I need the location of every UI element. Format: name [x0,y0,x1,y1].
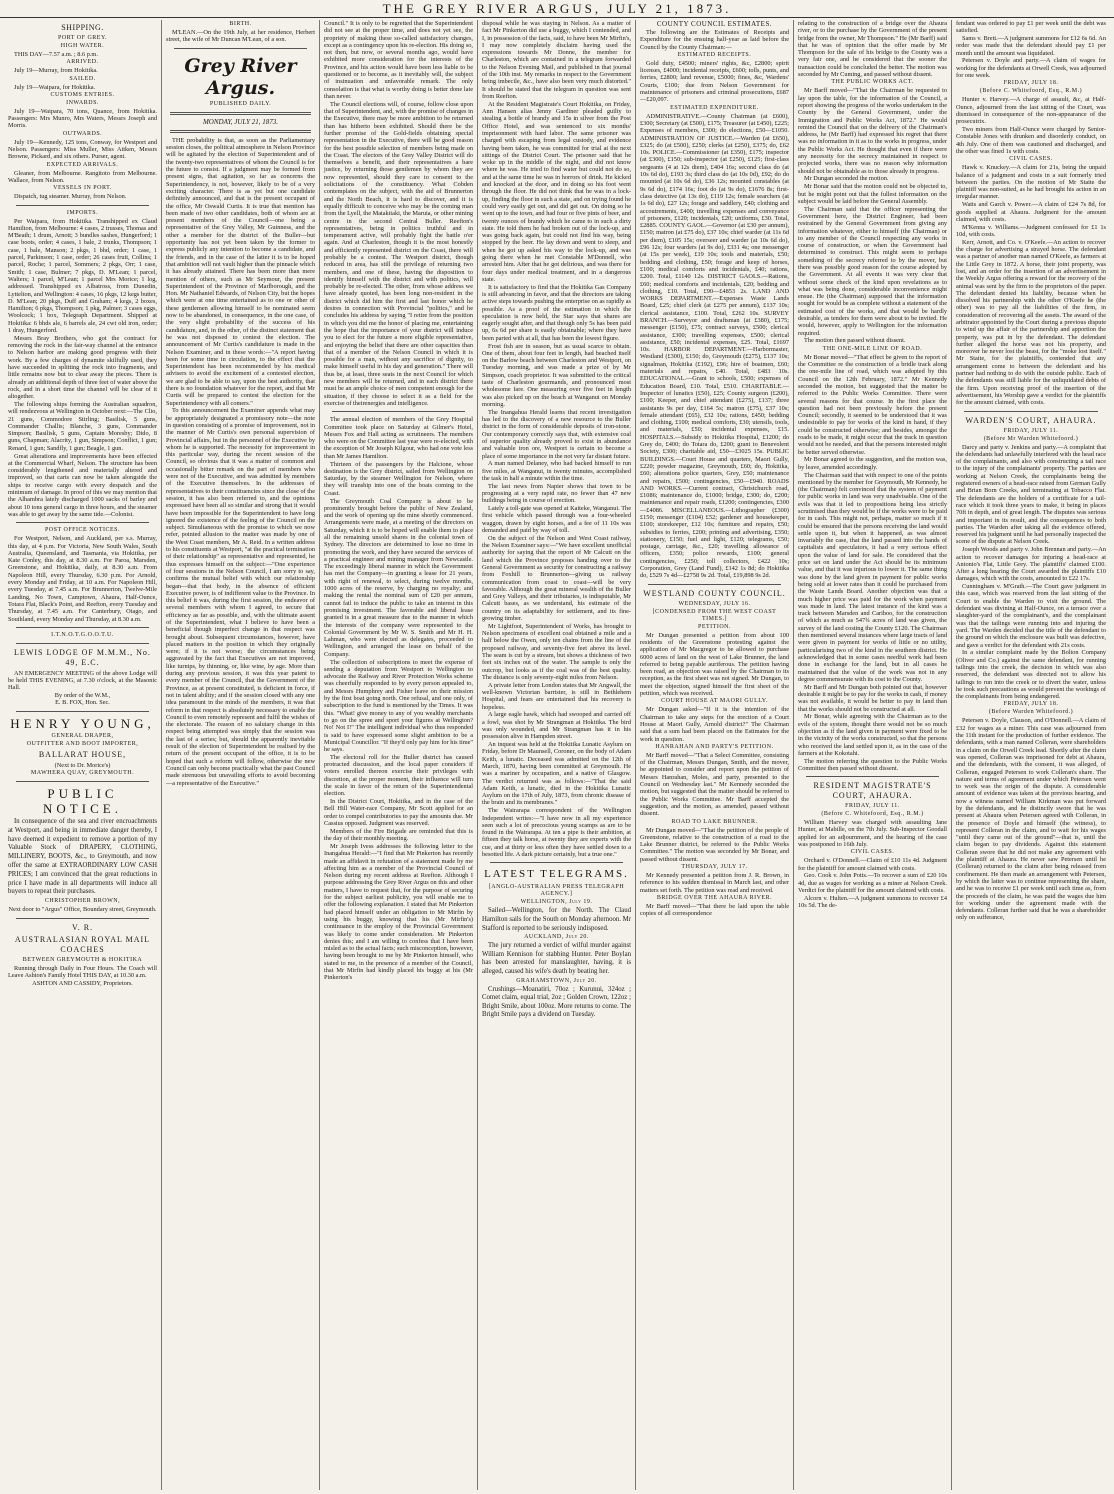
column-4 [478,20,636,1490]
court-paragraph: Two miners from Half-Ounce were charged by Senior-Constable Jones with drunken and disorderly conduct, on 4th July. One of them was cautioned and discharged, and the other was fined 1s with costs. [956,126,1106,155]
court-paragraph: Orchard v. O'Donnell.—Claim of £10 11s 4d. Judgment for the plaintiff for amount claimed with costs. [798,857,947,872]
court-paragraph: Kerr, Arnott, and Co. v. O'Keefe.—An action to recover the charge for advertising a strayed horse. The defendant was a partner of another man named O'Keefe, as farmers at the Little Grey in 1872. A horse, their joint property, was lost, and an order for the insertion of an advertisement in the Weekly Argus offering a reward for the recovery of the animal was sent by the firm to the proprietors of the paper. The defendant denied his liability, because when he dissolved his partnership with the other O'Keefe he (the other) was to pay all the liabilities of the firm, in consideration of recovering all the assets. The award of the arbitrator appointed by the Court during a previous dispute to wind up the affair of the partnership and apportion the property, was put in by the defendant. The defendant further alleged the horse was not his property, and moreover he never lost the beast, for the "moke lost itself." Mr Staite, for the plaintiffs, contended that any arrangement come to between the defendant and his partner had nothing to do with the outside public. Each of the defendants was still liable for the unliquidated debts of the firm. Upon receiving proof of the insertion of the advertisement, his Worship gave a verdict for the plaintiffs for the amount claimed, with costs. [956,238,1106,407]
section-heading: THE PUBLIC WORKS ACT. [831,79,914,86]
telegram-dateline: AUCKLAND, July 20. [524,934,589,941]
telegram-text: The jury returned a verdict of wilful murder against William Kennison for stabbing Hunter. Peter Boylan has been arrested for manslaughter, having, it is alleged, caused his wife's death by beating her. [482,942,631,975]
court-magistrate: (Before C. Whitefoord, Esq., R.M.) [979,88,1083,95]
council-paragraph: relating to the construction of a bridge over the Ahaura river, or to the purchase by the Government of the present bridge from the owner, Mr Thompson." He (Mr Barff) said that he was of opinion that the offer made by Mr Thompson for the sale of his bridge to the County was a very fair one, and he considered that the sooner the transaction could be concluded the better. The motion was seconded by Mr Cuming, and passed without dissent. [798,20,947,79]
mail-coach-signature: ASHTON AND CASSIDY, Proprietors. [32,979,133,987]
court-date: FRIDAY, JULY 11. [1003,427,1059,434]
section-heading: THE ONE-MILE LINE OF ROAD. [822,345,923,352]
inwards-label: INWARDS. [66,99,99,106]
column-6 [794,20,952,1490]
expected-label: EXPECTED ARRIVALS. [46,161,119,168]
outwards-text: July 19—Kennedy, 125 tons, Conway, for Westport and Nelson. Passengers: Miss Muller, Miss Aitken, Messrs Browne, Pickard, and six others. Purser, agent. [8,138,157,161]
column-3 [320,20,478,1490]
telegram-dateline: GRAHAMSTOWN, July 20. [516,977,597,984]
divider [16,711,149,712]
council-heading: WESTLAND COUNTY COUNCIL. [643,588,786,598]
court-heading: RESIDENT MAGISTRATE'S COURT, AHAURA. [813,781,932,801]
section-heading: COURT HOUSE AT MAORI GULLY. [661,698,768,705]
court-paragraph: Cunningham v. M'Grath.—The Court gave judgment in this case, which was reserved from the last sitting of the Court to enable the Warden to visit the ground. The defendant was divining at Half-Ounce, on a terrace over a slaughter-yard of the complainant's, and the complainant was that the tailings were running into and injuring the yard. The Warden decided that the title of the defendant to the ground on which the enclosure was built was defective, and gave a verdict for the defendant with 21s costs. [956,583,1106,649]
expected-text: Gleaner, from Melbourne. Rangitoto from Melbourne. Wallace, from Nelson. [8,169,157,184]
court-magistrate: (Before C. Whitefoord, Esq., R.M.) [821,811,924,818]
divider [332,411,465,412]
court-paragraph: Darcy and party v. Jenkins and party.—A complaint that the defendants had unlawfully interfered with the head race of the complainants, and also with constructing a tail race to the injury of the complainants' property. The parties are working at Nelson Creek, the complainants being the registered owners of a head-race raised from German Gully and Brian Born Creeks, and terminating at Tobacco Flat. The defendants are the holders of a certificate for a tail-race which it took three years to make, it being in places 70ft in depth, and of great length. The disputes was serious and important in its result, and the consequences to both parties. The Warden after taking all the evidence offered, reserved his judgment until he had personally inspected the scene of the dispute at Nelson Creek. [956,443,1107,546]
council-date: THURSDAY, JULY 17. [681,863,748,870]
masthead [0,0,1114,18]
council-paragraph: The motion then passed without dissent. [804,337,906,345]
in-port-label: VESSELS IN PORT. [53,185,112,192]
latest-telegrams-heading: LATEST TELEGRAMS. [484,868,629,881]
court-paragraph: fendant was ordered to pay £1 per week until the debt was satisfied. [956,20,1106,35]
estimates-heading: COUNTY COUNCIL ESTIMATES. [656,20,773,28]
divider [170,112,311,115]
section-heading: CIVIL CASES. [1009,156,1053,163]
receipts-heading: ESTIMATED RECEIPTS. [677,51,752,58]
council-paragraph: Mr Dungan asked—"If it is the intention of the Chairman to take any steps for the erection of a Court House at Maori Gully, Arnold district?" The Chairman said that a sum had been placed on the Estimates for the work in question. [640,706,789,743]
newspaper-nameplate: Grey River Argus. [184,54,297,99]
news-paragraph: The following ships forming the Australian squadron, will rendezvous at Wellington in October next:—The Clio, 21 guns, Commodore Stirling; Basilisk, 5 guns, Commander Challis; Blanche, 3 guns, Commander Simpson; Basilisk, 5 guns, Captain Moresby; Dido, 8 guns, Chapman; Alacrity, 1 gun, Simpson; Conflict, 1 gun; Renard, 1 gun; Sandfly, 1 gun; Beagle, 1 gun. [8,400,157,452]
news-paragraph: In the District Court, Hokitika, and in the case of the Bell Hill Water-race Company, Mr Scott applied for an order to compel contributories to pay the amounts due. Mr Cassius opposed. Judgment was reserved. [324,798,473,828]
divider [16,918,149,919]
news-paragraph: The electoral roll for the Buller district has caused protracted discussion, and the local paper considers if voters enrolled thereon exercise their privileges with discretion, at the proper moment, their influence will turn the scale in favor of the return of the Superintendental election. [324,753,473,798]
divider [174,48,307,49]
section-heading: HANRAHAN AND PARTY'S PETITION. [655,743,774,750]
shipping-heading: SHIPPING. [61,23,104,32]
masthead-title: THE GREY RIVER ARGUS, JULY 21, 1873. [382,1,732,16]
newspaper-page [4,20,1110,1490]
court-paragraph: William Harvey was charged with assaulting Jane Hunter, at Mabille, on the 7th July. Sub-Inspector Goodall applied for an adjournment, and the hearing of the case was postponed to 16th July. [798,819,947,849]
news-paragraph: disposal while he was staying in Nelson. As a matter of fact Mr Pinkerton did use a buggy, which I contended, and I, in possession of the facts, said, to have been Mr Mirfin's, I may now completely disclaim having used the expressions towards Mr Donne, the member for Charleston, which are contained in a telegram forwarded to the Nelson Evening Mail, and published in that journal of the 10th inst. My remarks in respect to the Government being imbecile, &c., have also been very much distorted." It should be stated that the telegram in question was sent from Reefton. [482,20,631,100]
news-paragraph: A man named Delaney, who had backed himself to run five miles, at Wanganui, in twenty minutes, accomplished the task in half a minute within the time. [482,460,631,482]
court-paragraph: M'Kenna v. Williams.—Judgment confessed for £1 1s 10d, with costs. [956,223,1106,238]
mail-coach-heading: AUSTRALASIAN ROYAL MAIL COACHES [14,934,151,954]
news-paragraph: On the subject of the Nelson and West Coast railway, the Nelson Examiner says:—"We have excellent unofficial authority for saying that the report of Mr Calcutt on the land which the Province proposes handing over to the General Government as security for constructing a railway from Foxhill to Brunnerton—giving us railway communication from coast to coast—will be very favorable. Although the great mineral wealth of the Buller and Grey Valleys, and their tributaries, is indisputable, Mr Calcutt bases, as we understand, his estimate of the country on its adaptability for settlement, and its fine-growing timber. [482,534,631,623]
court-paragraph: Petersen v. Doyle, Clauson, and O'Donnell.—A claim of £32 for wages as a miner. This case was adjourned from the 11th instant for the production of further evidence. The defendants, with a man named Colleran, were shareholders in a claim on the Orwell Creek lead. Shortly after the claim was opened, Colleran was imprisoned for debt at Ahaura, and the defendants, with the consent, it was alleged, of Colleran, engaged Petersen to work Colleran's share. The nature and terms of agreement under which Petersen went to work was the origin of the dispute. A considerable amount of evidence was taken at the previous hearing, and now a witness named William Kirkman was put forward by the defendants, and he distinctly swore that he was present at Ahaura when Petersen agreed with Colleran, in the presence of Doyle and himself (the witness), to represent Colleran in the claim, and to wait for his wages "until they came out of the ground"—that is, until the claim began to pay dividends. Against this statement Colleran swore that he did not make any agreement with the plaintiff at Ahaura. He never saw Petersen until he (Colleran) returned to the claim after being released from confinement. He then made an arrangement with Petersen, by which the latter was to continue representing the share, and he was to receive £1 per week until such time as, from the proceeds of the claim, he was paid the wages due him for working under the agreement made with the defendants. Colleran further said that he was a shareholder only on sufferance, [956,717,1106,922]
news-paragraph: Lately a toll-gate was opened at Kaiteke, Wanganui. The first vehicle which passed through was a four-wheeled waggon, drawn by eight horses, and a fee of 11 10s was demanded and paid by way of toll. [482,505,631,534]
editorial-paragraph: Council." It is only to be regretted that the Superintendent did not see at the proper time, and does not yet see, the propriety of making these so-called satisfactory changes, except as a contingency upon his re-election. His doing so, not then, but now, or several months ago, would have exhibited more consideration for the interests of the Province, and his action would have been less liable to be questioned or to become, as it inevitably will, the subject of insinuation and unfavorable remark. The only consolation is that what is worthy doing is better done late than never. [324,20,473,100]
court-date: FRIDAY, JULY 11. [845,803,900,810]
telegram-dateline: WELLINGTON, July 19. [520,899,593,906]
divider [16,781,149,782]
news-paragraph: It is satisfactory to find that the Hokitika Gas Company is still advancing in favor, and that the directors are taking active steps towards pushing the enterprise on as rapidly as possible. As a proof of the estimation in which the speculation is now held, the Star says that shares are eagerly sought after, and that though only 5s has been paid up, 6s 6d per share is easily obtainable; where they have been parted with at all, that has been the lowest figure. [482,283,631,342]
divider [648,584,781,585]
arrived-label: ARRIVED. [66,59,99,66]
outwards-label: OUTWARDS. [62,130,103,137]
divider [806,776,939,777]
council-paragraph: The motion referring the question to the Public Works Committee then passed without dissent. [798,757,947,772]
published-daily: PUBLISHED DAILY. [209,100,272,107]
column-5 [636,20,794,1490]
divider [16,205,149,206]
court-paragraph: Petersen v. Doyle and party.—A claim of wages for working for the defendants at Orwell Creek, was adjourned for one week. [956,57,1106,80]
council-paragraph: Mr Dungan seconded the motion. [804,175,889,183]
council-date: WEDNESDAY, JULY 16. [678,600,751,607]
royal-cipher: V. R. [71,922,94,932]
post-office-text: For Westport, Nelson, and Auckland, per s.s. Murray, this day, at 4 p.m. For Victoria, New South Wales, South Australia, Queensland, and Tasmania, via Hokitika, per Kate Conley, this day, at 8.30 a.m. For Paroa, Marsden, Greenstone, and Hokitika, daily, at 8.30 a.m. From Napoleon Hill, every Thursday, 6.30 p.m. For Arnold, every Monday and Friday, at 10 a.m. For Napoleon Hill, every Tuesday, at 7.45 a.m. For Brunnerton, Twelve-Mile Landing, No Town, Camptown, Ahaura, Half-Ounce, Totara Flat, Black's Point, and Reefton, every Tuesday and Thursday, at 7.45 a.m. For Canterbury, Otago, and Southland, every Monday and Thursday, at 8.30 a.m. [8,535,157,623]
council-paragraph: Mr Bonar said that the motion could not be objected to, but he might point out that the fullest information on the subject would be laid before the General Assembly. [798,183,947,205]
notice-signature: CHRISTOPHER BROWN, [44,898,121,905]
court-paragraph: Watts and Garch v. Power.—A claim of £24 7s 8d, for goods supplied at Ahaura. Judgment for the amount claimed, with costs. [956,201,1106,223]
news-paragraph: The Greymouth Coal Company is about to be prominently brought before the public of New Zealand, and the work of opening up the mine shortly commenced. Arrangements were made, at a meeting of the directors on Saturday, which it is to be hoped will enable them to place all the remaining unsold shares in the colonial town of Sydney. The directors are determined to lose no time in promoting the work, and they have secured the services of a practical engineer and mining manager from Newcastle. The exceedingly liberal manner in which the Government has met the Company—in granting a lease for 21 years, with right of renewal, to select, during twelve months, 1000 acres of the reserve, by charging no royalty; and making the rental the nominal sum of £20 per annum, cannot fail to induce the public to take an interest in this promising investment. The favorable and liberal lease granted is in a great measure due to the manner in which the interests of the company were represented to the Colonial Government by Mr W. S. Smith and Mr H. H. Lahman, who were elected as delegates, proceeded to Wellington, and arranged the lease on behalf of the Company. [324,497,473,658]
sailed-label: SAILED. [69,75,96,82]
birth-heading: BIRTH. [229,21,252,27]
news-paragraph: A private letter from London states that Mr Angwall, the well-known Victorian barrister, is still in Bethlehem Hospital, and fears are entertained that his recovery is hopeless. [482,681,631,711]
news-paragraph: Members of the Fire Brigade are reminded that this is the day of their monthly meeting. [324,827,473,843]
news-paragraph: Mr Joseph Ivess addresses the following letter to the Inangahua Herald:—"I find that Mr Pinkerton has recently made an affidavit in refutation of a statement made by me affecting him as a member of the Provincial Council of Nelson during my recent address at Reefton. Although I purpose addressing the Grey River Argus on this and other matters, I have to request that, for the purpose of securing for the subject earliest publicity, you will enable me to offer the following explanation. I stated that Mr Pinkerton had placed himself under an obligation to Mr Mirfin by using his buggy, knowing that his (Mr Mirfin's) continuance in the employ of the Provincial Government was likely to come under consideration. Mr Pinkerton denies this; and I am willing to confess that I have been misled as to the actual facts; such misconception, however, having been brought to me by Mr Pinkerton himself, who stated to me, in the presence of a member of the Council, that Mr Mirfin had kindly placed his buggy at his (Mr Pinkerton's [324,842,473,982]
news-paragraph: Great alterations and improvements have been effected at the Commercial Wharf, Nelson. The structure has been considerably lengthened and materially altered and improved, so that carts can now be taken alongside the ships to receive cargo with every despatch and the minimum of damage. In proof of this we may mention that the Alhambra lately discharged 1000 sacks of barley and about 10 tons general cargo in three hours, and the steamer was able to get away by the same tide.—Colonist. [8,452,157,518]
news-paragraph: Messrs Bray Brothers, who got the contract for removing the rock in the fair-way channel at the entrance to Nelson harbor are making good progress with their work. By a few charges of dynamite skilfully used, they have succeeded in splitting the rock into fragments, and little remains now but to clear away the pieces. There is already an additional depth of three feet of water above the rock, and in a short time the channel will be clear of it altogether. [8,334,157,401]
court-paragraph: Alcorn v. Hulten.—A judgment summons to recover £4 10s 5d. The de- [798,894,947,910]
divider [16,643,149,644]
lodge-text: AN EMERGENCY MEETING of the above Lodge will be held THIS EVENING, at 7.30 o'clock, at the Masonic Hall. [8,669,157,692]
section-heading: ROAD TO LAKE BRUNNER. [671,818,758,825]
news-paragraph: The collection of subscriptions to meet the expense of sending a deputation from Westport to Wellington to advocate the Railway and River Protection Works scheme was cheerfully responded to by every person appealed to, and Messrs Humphrey and Fisher leave on their mission by the first boat going north. One refusal, and one only, of subscription to the fund is mentioned by the Times. It was this. "What! give money to any of you wealthy merchants to go on the spree and sport your figures at Wellington? No! Not I!" The intelligent individual who thus responded is said to have expressed some slight ambition to be a Municipal Councillor. "If they'd only pay him for his time" he says. [324,658,473,754]
advertiser-line: GENERAL DRAPER, [51,732,114,739]
telegram-agency: [ANGLO-AUSTRALIAN PRESS TELEGRAPH AGENCY.] [488,884,625,898]
news-paragraph: An inquest was held at the Hokitika Lunatic Asylum on Friday, before Dr Maunsell, Coroner, on the body of Adam Keith, a lunatic. Deceased was admitted on the 12th of March, 1870, having been committed at Greymouth. He was a mariner by occupation, and a native of Glasgow. The verdict returned was as follows:—"That the said Adam Keith, a lunatic, died in the Hokitika Lunatic Asylum on the 17th of July, 1873, from chronic disease of the brain and its membranes." [482,741,631,807]
court-paragraph: Sams v. Brett.—A judgment summons for £12 6s 6d. An order was made that the defendant should pay £1 per month until the amount was liquidated. [956,35,1106,57]
section-heading: CIVIL CASES. [850,849,895,856]
advertiser-name: HENRY YOUNG, [10,715,155,731]
wardens-court-heading: WARDEN'S COURT, AHAURA. [965,415,1097,425]
column-7 [952,20,1110,1490]
editorial-dateline: MONDAY, JULY 21, 1873. [202,117,279,126]
council-paragraph: Mr Barff moved—"That a Select Committee, consisting of the Chairman, Messrs Dungan, Smith, and the mover, be appointed to consider and report upon the petition of Messrs Hanrahan, Moles, and party, presented to the Council on Wednesday last." Mr Kennedy seconded the motion, but suggested that the matter should be referred to the Public Works Committee. Mr Barff accepted the suggestion, and the motion, as amended, passed without dissent. [640,751,789,818]
court-paragraph: In a similar complaint made by the Bolton Company (Oliver and Co.) against the same defendant, for running tailings into the creek, the decision in which was also reserved, the defendant was directed not to allow his tailings to run into the creek or to divert the water, unless he took such precautions as would prevent the workings of the complainants from being endangered. [956,649,1106,701]
section-heading: BRIDGE OVER THE AHAURA RIVER. [656,894,773,901]
section-heading: PETITION. [698,623,731,630]
court-paragraph: Joseph Woods and party v. John Brennan and party.—An action to recover damages for injuring a head-race at Antonio's Flat, Little Grey. The plaintiffs' claimed £100. After a long hearing the Court awarded the plaintiffs £10 damages, which with the costs, amounted to £22 17s. [956,546,1106,583]
lodge-signature: E. B. FOX, Hon. Sec. [55,699,110,707]
council-paragraph: Mr Dungan moved—"That the petition of the people of Greenstone, relative to the construction of a road to the Lake Brunner district, be referred to the Public Works Committee." The motion was seconded by Mr Bonar, and passed without dissent. [640,826,789,863]
council-paragraph: Mr Kennedy presented a petition from J. R. Brown, in reference to his sudden dismissal in March last, and other matters set forth. The petition was read and received. [640,871,789,894]
court-paragraph: Geo. Cook v. John Potts.—To recover a sum of £20 10s 4d, due as wages for working as a miner at Nelson Creek. Verdict for the plaintiff for the amount claimed with costs. [798,872,947,895]
council-paragraph: Mr Bonar moved—"That effect be given to the report of the Committee re the construction of a bridle track along the one-mile line of road, which was adopted by this Council on the 12th February, 1872." Mr Kennedy seconded the motion, but suggested that the matter be referred to the Public Works Committee. There were several reasons for that course. In the first place the question had not been previously before the present Council; secondly, it seemed to be understood that it was undesirable to pay for works of the kind in hand, if they could be constructed otherwise; and besides, amongst the roads to be made, it might occur that the track in question would not be needed, and that the persons interested might be better served otherwise. [798,353,947,456]
lodge-order: By order of the W.M., [54,692,111,700]
sailed-text: July 19—Waipara, for Hokitika. [14,83,96,91]
column-1 [4,20,162,1490]
high-water-label: HIGH WATER. [60,43,105,49]
council-paragraph: Mr Barff moved—"That there be laid upon the table copies of all correspondence [640,902,789,918]
court-magistrate: (Before Warden Whitefoord.) [988,709,1074,716]
lodge-heading: LEWIS LODGE OF M.M.M., No. 49, E.C. [14,647,151,667]
council-source: [CONDENSED FROM THE WEST COAST TIMES.] [652,608,777,622]
imports-heading: IMPORTS. [66,209,99,216]
receipts-text: Gold duty, £4500; miners' rights, &c, £2800; spirit licenses, £4000; incidental receipts, £600; tolls, punts, and ferries, £2800; land revenue, £5000; fines, &c, Wardens' Courts, £100; due from Nelson Government for maintenance of prisoners and criminal prosecutions, £687—£20,097. [640,59,789,104]
news-paragraph: The Inangahua Herald learns that recent investigation has led to the discovery of a new resource to the Buller district in the form of considerable deposits of iron-stone. Our contemporary correctly says that, with extensive coal of superior quality already proved to exist in abundance and valuable iron ore, Westport is certain to become a place of some importance in the not very far distant future. [482,408,631,460]
expenditure-text: ADMINISTRATIVE.—County Chairman (at £600), £300; Secretary (at £500), £175; Treasurer (at £450), £225; Expenses of members, £300; do elections, £50—£1050. ADMINISTRATION OF JUSTICE.—Warden (at £650), £325; do (at £500), £250; clerks (at £250), £375; do, £62 10s. POLICE.—Commissioner (at £350), £175; inspector (at £300), £150; sub-inspector (at £250), £125; first-class sergeants (4 at 12s diem), £404 16s; second class do (at 10s 6d do), £193 3s; third class do (at 10s 0d), £92; do do mounted (at 10s 6d do), £36 12s; mounted constables (at 9s 6d do), £174 16s; foot do (at 9s do), £1676 8s; first-class detective (at 13s do), £119 12s; female searchers (at 1s 6d do), £27 12s; forage and saddlery, £40; clothing and accoutrements, £400; travelling expenses and conveyance of prisoners, £120; incidentals, £20; uniforms, £30. Total, £2885. COUNTY GAOL.—Governor (at £30 per annum), £150; matron (at £75 do), £37 10s; chief warder (at 11s 6d per diem), £105 15s; overseer and warder (at 10s 6d do), £96 12s; four warders (at 9s do), £331 4s; one messenger (at 15s per week), £19 10s; tools and materials, £50; bedding and clothing, £50; forage and keep of horses, £100; medical comforts and incidentals, £40; rations, £200. Total, £1140 12s. DISTRICT GAOLS.—Rations, £60; medical comforts and incidentals, £20; bedding and clothing, £10. Total, £90—£4853 2s. LAND AND WORKS DEPARTMENT.—Expenses Waste Lands Board, £25; chief clerk (at £275 per annum), £137 10s; clerical assistance, £100. Total, £262 10s. SURVEY BRANCH.—Surveyor and draftsman (at £380), £175; messenger (£150), £75; contract surveys, £500; clerical assistance, £300; travelling expenses, £500; clerical assistance, £50; incidental expenses, £25. Total, £1697 10s. HARBOR DEPARTMENT.—Harbormaster, Westland (£300), £150; do, Greymouth (£275), £137 10s; signalman, Hokitika (£192), £96; hire of boatmen, £60; materials and repairs, £40. Total, £483 10s. EDUCATIONAL.—Grant to schools, £500; expenses of Education Board, £10. Total, £510. CHARITABLE.—Inspector of lunatics (£50), £25; County surgeon (£200), £100; Keeper, and chief attendant (£275), £137; three assistants 9s per day, £164 5s; matron (£75), £37 10s; female attendant (£65), £32 10s; rations, £450; bedding and clothing, £100; medical comforts, £30; utensils, tools, and materials, £50; incidental expenses, £15. HOSPITALS.—Subsidy to Hokitika Hospital, £1200; do Grey do, £400; do Totara do, £200; grant to Benevolent Society, £300; charitable aid, £50—£3025 15s. PUBLIC BUILDINGS.—Court House and quarters, Maori Gully, £220; powder magazine, Greymouth, £60; do, Hokitika, £60; alterations police quarters, Grey, £50; maintenance and repairs, £500; contingencies, £50—£940. ROADS AND WORKS.—Current contract, Christchurch road, £1086; maintenance do, £1000; bridge, £300; do, £200; maintenance and repair roads, £1200; contingencies, £300—£4086. MISCELLANEOUS.—Lithographer (£300) £150; messenger (£104) £52; gardener and housekeeper, £100; storekeeper, £12 10s; furniture and repairs, £50; subsidies to ferries, £200; printing and advertising, £350; stationery, £150; fuel and light, £120; telegrams, £50; postage, carriage, &c., £20; travelling allowance of officers, £350; police rewards, £100; general contingencies, £250; toll collectors, £422 10s; Corporation, Grey (Land Fund), £142 1s 8d; do Hokitika do, £529 7s 4d—£2758 9s 2d. Total, £19,898 9s 2d. [640,112,789,580]
port-heading: PORT OF GREY. [57,35,108,41]
cipher-line: I.T.N.O.T.G.O.O.T.U. [51,631,114,638]
court-paragraph: Hawk v. Knuckey.—A claim for 21s, being the unpaid balance of a judgment and costs in a suit formerly tried between the parties. On the motion of Mr Staite the plaintiff was non-suited, as he had brought his action in an irregular manner. [956,164,1106,201]
customs-heading: CUSTOMS ENTRIES. [50,91,115,98]
expenditure-heading: ESTIMATED EXPENDITURE. [670,104,759,111]
editorial-paragraph: THE probability is that, as soon as the Parliamentary session closes, the political atmosphere in Nelson Province will be agitated by the election of Superintendent and of the twenty-two representatives of whom the Council is for the future to consist. If a judgment may be formed from present signs, that agitation, so far as concerns the Superintendency, is not, however, likely to be of a very exciting character. There is as yet but one candidate definitely announced, and that is the present occupant of the office, Mr Oswald Curtis. It is true that mention has been made of two other candidates, both of whom are at present members of the Council—one being a representative of the Grey Valley, Mr Guinness, and the other a member for the district of the Buller—but opportunity has not yet been taken by the former to express publicly any intention to become a candidate, and the friends, and in the case of the latter it is to be hoped that ambition will not vault higher than the pinnacle which it has already attained. There has been more than mere mention of others, such as Mr Seymour, the present Superintendent of the Province of Marlborough, and the Hon. Mr Nathaniel Edwards, of Nelson City, but the hopes which were at one time entertained as to one or other of these gentlemen allowing himself to be nominated seem now to be abandoned, in consequence, in the one case, of the very slight probability of the success of his candidature, and, in the other, of the distinct statement that he was not disposed to contest the election. The announcement of Mr Curtis's candidature is made in the Nelson Examiner, and in these words:—"A report having been for some time in circulation, to the effect that the Superintendent has been recommended by his medical advisers to avoid the excitement of a contested election, we are glad to be able to say, upon the best authority, that there is no foundation whatever for the report, and that Mr Curtis will be prepared to contest the election for the Superintendency with all comers." [166,136,315,407]
in-port-text: Dispatch, tug steamer. Murray, from Nelson. [14,193,127,201]
council-paragraph: Mr Barff moved—"That the Chairman be requested to lay upon the table, for the information of the Council, a report showing the progress of the works undertaken in the County by the General Government, under the Immigration and Public Works Act, 1872." He would remind the Council that on the delivery of the Chairman's address, he (Mr Barff) had expressed his regret that there was no information in it as to the works in progress, under the Public Works Act. He thought that even if there were any necessity for the secrecy maintained in respect to projected works, there was no reason why information should not be obtainable as to those already in progress. [798,87,947,175]
news-paragraph: Thirteen of the passengers by the Halcione, whose destination is the Grey district, sailed from Wellington on Saturday, by the steamer Wellington for Nelson, where they will tranship into one of the boats coming to the Coast. [324,460,473,497]
council-paragraph: The Chairman said that with respect to one of the points mentioned by the member for Greymouth, Mr Kennedy, he (the Chairman) felt convinced that the system of payment for public works in land was very unadvisable. One of the evils was that it led to propositions being less strictly scrutinised than they would be if the works were to be paid for in cash. This might not, perhaps, matter so much if it could be ensured that the persons receiving the land would settle upon it, but when it happened, as was almost invariably the case, that the land passed into the hands of capitalists and speculators, it had a very serious effect upon the value of land for sale. He considered that the price set on land under the Act should be its minimum value, and that it was injurious to lower it. The same thing was done by the land given in payment for public works being sold at lower rates than it could be purchased from the Waste Lands Board. Another objection was that a much higher price was paid for the work when payment was made in land. The latest instance of the kind was a track between Marsden and Cariboo, for the construction of which as much as 547¾ acres of land was given, the survey of the land costing the County £120. The Chairman then mentioned several instances where large tracts of land were given in payment for works of little or no utility, particularising two of the kind in the southern district. He acknowledged that in some cases needful work had been done in exchange for the land, but in all cases he maintained that the value of the work was not in any degree commensurate with its cost to the County. [798,471,947,683]
council-paragraph: Mr Bonar agreed to the suggestion, and the motion was, by leave, amended accordingly. [798,456,947,471]
editorial-paragraph: The Council elections will, of course, follow close upon that of Superintendent, and, with the promise of changes in the Executive, there may be more ambition to be returned than has hitherto been exhibited. Should there be the further promise of the Gold-fields obtaining special representation in the Executive, there will be good reason for the best possible selection of members being made on the Coast. The electors of the Grey Valley District will do themselves a benefit, and their representatives a bare justice, by returning those gentlemen by whom they are now represented, should they care to consent to the solicitations of the constituency. What Cobden contemplates on the subject, with the aid of Brunnerton and the North Beach, it is hard to discover, and it is equally difficult to conceive who may be the coming man from the Lyell, the Matakitaki, the Maruia, or other mining centre in the second Central Buller. Reefton's representatives, being in politics truthful and in temperament active, will probably fight the battle o'er again. And at Charleston, though it is the most honestly and efficiently represented district on the Coast, there will probably be a contest. The Westport district, though reduced in area, has still the privilege of returning two members, and one of these, having the disposition to identify himself with the district and with politics, will probably be re-elected. The other, from whose address we have already quoted, has been long non-resident in the district which did him the first and last honor which he desires in connection with Provincial "politics," and he concludes his address by saying "I retire from the position in which you did me the honor of placing me, entertaining the hope that the importance of your district will induce you to elect for the future a more eligible representative, and enjoying the belief that there are other capacities than that of a member of the Nelson Council in which it is possible for a man, without any sacrifice of dignity, to make himself useful in his day and generation." There will thus be, at least, three seats in the next Council for which new members will be returned, and in each district there must be an ample choice of men competent enough for the situation, if they choose to select it as a field for the exercise of theirenergies and intelligence. [324,100,473,407]
court-magistrate: (Before Mr Warden Whitefoord.) [983,435,1079,442]
birth-notice: M'LEAN.—On the 19th July, at her residence, Herbert street, the wife of Mr Duncan M'Lean, of a son. [166,29,315,44]
post-office-heading: POST OFFICE NOTICES. [44,527,121,534]
divider [16,627,149,628]
news-paragraph: The Wairarapa correspondent of the Wellington Independent writes:—"I have now in all my experience seen such a lot of precocious young scamps as are to be found in the Wairarapa. At ten a pipe is their ambition, at fifteen they talk horse, at twenty they are experts with the cue, and at thirty or less often they have settled down to a besotted life. A dark picture certainly, but a true one." [482,807,631,859]
estimates-intro: The following are the Estimates of Receipts and Expenditure for the ensuing half-year as laid before the Council by the County Chairman:— [640,29,789,51]
advertiser-line: OUTFITTER AND BOOT IMPORTER, [26,740,139,747]
council-paragraph: Mr Dungan presented a petition from about 100 residents of the Greenstone protesting against the application of Mr Macgregor to be allowed to purchase 6000 acres of land on the west of Lake Brunner, the land referred to being payable auriferous. The petition having been read, an objection was raised by the Chairman to its reception, as the first sheet was not signed. Mr Dungan, to meet the objection, signed himself the first sheet of the petition, which was received. [640,631,789,698]
council-paragraph: Mr Bonar, while agreeing with the Chairman as to the evils of the system, thought there would not be so much objection as if the land given in payment were fixed to be in the vicinity of the works constructed, so that the persons who received the land settled upon it, as in the case of the farmers at the Kokotahi. [798,713,947,757]
mail-coach-text: Running through Daily in Four Hours. The Coach will Leave Ashton's Family Hotel THIS DAY, at 10.30 a.m. [8,964,157,979]
news-paragraph: At the Resident Magistrate's Court Hokitika, on Friday, Ann Hansen alias Jenny Gardiner pleaded guilty to stealing a bottle of brandy and 15s in silver from the Post Office Hotel, and was sentenced to six months' imprisonment with hard labor. The same prisoner was charged with escaping from legal custody, and evidence having been taken, he was committed for trial at the next sittings of the District Court. The prisoner said that he woke up in the middle of the night, and did not know where he was. He tried to find water but could not do so, and at the same time he was in horrors of drink. He kicked and knocked at the door, and in doing so his foot went through the floor. He did not think that he was in a lock-up, finding the floor in such a state, and on trying found he could very easily get out, and did get out. On doing so he went up to the town, and had four or five pints of beer, and twenty ounces of brandy which he came to in such a dirty state. He told them he had broken out of the lock-up, and was going back again, but could not find his way, being stopped by the beer. He lay down and went to sleep, and when he got up asked his way to the lock-up, and was going there when he met Constable M'Donnell, who arrested him. After that he got delirious, and was there for four days under medical treatment, and in a dangerous state. [482,100,631,283]
court-date: FRIDAY, JULY 18. [1003,80,1059,87]
divider [490,862,623,863]
public-notice-text: In consequence of the sea and river encroachments at Westport, and being in immediate danger thereby, I have deemed it expedient to remove a portion of my Valuable Stock of DRAPERY, CLOTHING, MILLINERY, BOOTS, &c., to Greymouth, and now offer the same at EXTRAORDINARY LOW CASH PRICES; I am convinced that the great reductions in price I have made in all departments will induce all buyers to repeat their purchases. [8,818,157,896]
telegram-text: Crushings—Moanatiri, 70oz ; Kurunui, 324oz ; Comet claim, equal trial, 2oz ; Golden Crown, 122oz ; Bright Smile, about 100oz. More returns to come. The Bright Smile pays a dividend on Tuesday. [482,985,631,1019]
council-paragraph: Mr Barff and Mr Dungan both pointed out that, however desirable it might be to pay for the works in cash, if money was not available, it would be better to pay in land than that the works should not be constructed at all. [798,683,947,713]
court-date: FRIDAY, JULY 18. [1003,701,1059,708]
editorial-paragraph: To this announcement the Examiner appends what may be appropriately designated a promissory note—the note in question consisting of a promise of improvement, not in the manner of Mr Curtis's own personal supervision of Provincial affairs, but in the personnel of the Executive by whom he is supported. The necessity for improvement in this particular way, during the recent session of the Council, so obvious that it was a matter of common and occasionally bitter remark on the part of members who were not of the Executive, and was admitted by members of the Executive themselves. In the addresses of representatives to their constituencies since the close of the session, it has also been referred to, and the opinions expressed have been all so similar and strong that it would have been impossible for the Superintendent to have long ignored the existence of the feeling of the Council on the subject. Simultaneous with the promise to which we now refer, pointed allusion to the matter was made by one of the West Coast members, Mr A. Reid. In a written address to his constituents at Westport, "at the practical termination of their relationship" as representative and represented, he thus expresses himself on the subject:—"One experience of four sessions in the Nelson Council, I am sorry to say, confirms the mutual belief with which our relationship began—that that body, in the absence of efficient Executive power, is of indifferent value to the Province. In this belief it was, during the first session, the endeavor of several members with whom I agreed, to secure that efficiency as far as possible, and, with the ultimate assent of the Superintendent, what I believe to have been a beneficial though imperfect change in that respect was brought about. Subsequent circumstances, however, have placed matters in the position in which they originally were; if it is not worse; the circumstances being aggravated by the fact that Executives are not improved, like turnips, by thinning, or, like wine, by age. More than during any previous session, it was this year patent to every member of the Council, that the Government of the Province, as at present constituted, is deficient in force, if not in talent ability; and if the session closed with any one idea paramount in the minds of the members, it was that reform in that respect is absolutely necessary to enable the Council to even remotely represent and fulfil the wishes of the electorate. The reason of no salutary change in this respect being attempted was simply that the session was the last of a series; but, should the apparently inevitable result of the election of Superintendent be realised by the return of the present occupant of the office, it is to be hoped that such a reform will follow, otherwise the new Council can only become practically what the past Council made strenuous but unavailing efforts to avoid becoming—a representative of the Executive." [166,407,316,787]
mail-coach-route: BETWEEN GREYMOUTH & HOKITIKA [22,956,143,963]
council-paragraph: The Chairman said that the officer representing the Government here, the District Engineer, had been restrained by the General Government from giving any information whatever, either to himself (the Chairman) or to any member of the Council respecting any works in course of construction, or when the Government had determined to construct. This might seem to perhaps something of the secrecy referred to by the mover, but there was possibly good reason for the course adopted by the Government. At all events it was very clear that without some check of the kind upon revelations as to what was being done, considerable inconvenience might ensue. He (the Chairman) supposed that the information sought for would be as complete without a statement of the estimated cost of the works, and that would be hardly desirable, as tenders for them were about to be invited. He would, however, apply to Wellington for the information required. [798,205,947,337]
news-paragraph: Frost fish are in season, but as usual scarce to obtain. One of them, about four feet in length, had beached itself on the Barlow beach between Charleston and Westport, on Tuesday morning, and was made a prize of by Mr Simpson, coach proprietor. It was submitted to the critical taste of Charleston gourmands, and pronounced most wholesome fare. One measuring over five feet in length was also picked up on the beach at Wanganui on Monday morning. [482,342,631,408]
shop-name: BALLARAT HOUSE, [38,749,127,759]
divider [964,411,1098,412]
court-paragraph: Hunter v. Harvey.—A charge of assault, &c, at Half-Ounce, adjourned from the last sitting of the Court, was dismissed in consequence of the non-appearance of the prosecutrix. [956,96,1106,126]
news-paragraph: The annual election of members of the Grey Hospital Committee took place on Saturday at Gilmer's Hotel, Messrs Fox and Hall acting as scrutineers. The members who were on the Committee last year were re-elected, with the exception of Mr Joseph Kilgour, who had one vote less than Mr James Hamilton. [324,416,473,460]
divider [16,522,149,523]
notice-address: Next door to "Argus" Office, Boundary street, Greymouth. [8,906,157,914]
imports-text: Per Waipara, from Hokitika. Transhipped ex Claud Hamilton, from Melbourne: 4 cases, 2 trusses, Thomas and M'Beath; 1 drum, Arnott; 3 bundles sashes, Hungerford; 1 case boots, order; 4 cases, 1 bale, 2 trunks, Thompson; 1 case, 1 bale, Manson; 2 pkgs, 1 bhd, order; 1 case, 1 parcel, Parkinson; 1 case, order; 26 cases fruit, Collins; 1 parcel, Roche; 1 parcel, Sommers; 2 pkgs, Orr; 1 case, Smith; 1 case, Bulmer; 7 pkgs, D. M'Lean; 1 parcel, Walters; 1 parcel, M'Lean; 1 parcel Mrs Morice; 1 log, addressed. Transhipped ex Albatross, from Dunedin, Lyttelton, and Wellington: 4 cases, 16 pkgs, 12 kegs butter, D. M'Lean; 20 pkgs, Duff and Graham; 4 kegs, 2 boxes, Hamilton; 6 pkgs, Thompson; 1 pkg, Palmer; 3 cases eggs, Woolcock; 1 box, Telegraph Department. Shipped at Hokitika: 6 bhds ale, 6 barrels ale, 24 cwt old iron, order; 1 dray, Hungerford. [8,217,157,335]
telegram-text: Sailed—Wellington, for the North. The Claud Hamilton sails for the South on Monday afternoon. Mr Stafford is reported to be seriously indisposed. [482,907,631,932]
arrived-text: July 19—Murray, from Hokitika. [14,67,98,75]
high-water-text: THIS DAY—7.57 a.m. ; 8.6 p.m. [14,51,98,58]
inwards-text: July 19—Waipara, 70 tons, Quance, from Hokitika. Passengers: Mrs Munro, Mrs Waters, Messrs Joseph and Morris. [8,107,157,130]
shop-address: MAWHERA QUAY, GREYMOUTH. [30,770,135,777]
divider [170,130,311,133]
shop-location: (Next to Dr. Morice's) [54,761,111,769]
public-notice-heading: PUBLIC NOTICE. [43,786,122,817]
column-2 [162,20,320,1490]
news-paragraph: The last news from Napier shows that town to be progressing at a very rapid rate, no fewer than 47 new buildings being in course of erection. [482,482,631,505]
news-paragraph: Mr Lightfoot, Superintendent of Works, has brought to Nelson specimens of excellent coal obtained a mile and a half below the Owen, only ten chains from the line of the proposed railway, and seventy-five feet above its level. The seam is cut by a stream, but shows a thickness of two feet six inches out of the water. The sample is only the outcrop, but looks as if the coal was of the best quality. The distance is only seventy-eight miles from Nelson. [482,622,631,681]
news-paragraph: A large eagle hawk, which had swooped and carried off a fowl, was shot by Mr Strangman at Hokitika. The bird was only wounded, and Mr Strangman has it in his possession alive in Hampden street. [482,711,631,741]
